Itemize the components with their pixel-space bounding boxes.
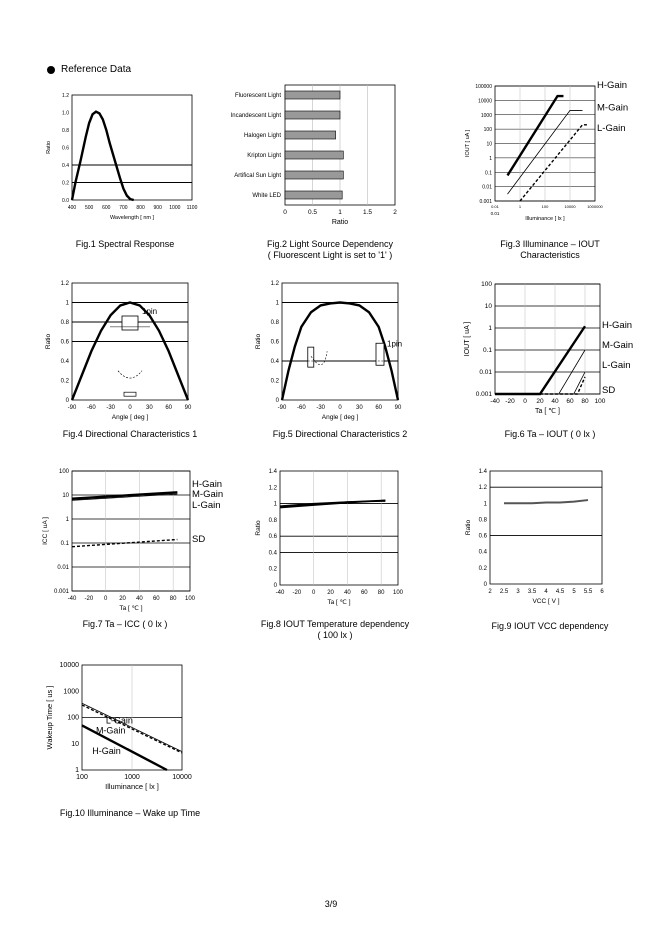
category-label: Halogen Light xyxy=(243,133,281,139)
x-axis-title: Ta [ ℃ ] xyxy=(535,408,560,415)
chart-iout-vcc xyxy=(460,465,625,610)
x-tick-label: -30 xyxy=(106,405,116,411)
y-tick-label: 0.8 xyxy=(268,517,277,524)
bar-fluorescent-light xyxy=(285,91,340,99)
y-tick-label: 0.2 xyxy=(478,565,487,572)
y-tick-label: 0.4 xyxy=(62,163,69,169)
legend-h-gain: H-Gain xyxy=(192,479,223,490)
y-tick-label: 1.2 xyxy=(478,485,487,492)
y-tick-label: 0.6 xyxy=(270,339,279,346)
x-axis-title: Ratio xyxy=(331,219,349,226)
y-axis-title: ICC [ uA ] xyxy=(42,517,49,545)
x-tick-label: 6 xyxy=(600,589,604,595)
y-tick-label: 0.001 xyxy=(479,199,492,205)
y-axis-title: Ratio xyxy=(255,333,262,350)
caption-fig7: Fig.7 Ta – ICC ( 0 lx ) xyxy=(82,619,168,629)
x-tick-label: 0.01 xyxy=(491,204,499,209)
y-axis-title: Ratio xyxy=(45,333,52,350)
y-axis-title: Wakeup Time [ us ] xyxy=(45,685,54,750)
x-tick-label: -20 xyxy=(292,590,302,596)
legend-m-gain: M-Gain xyxy=(597,102,629,114)
y-tick-label: 0 xyxy=(273,583,277,589)
y-tick-label: 1.0 xyxy=(62,110,69,117)
x-tick-label: 60 xyxy=(566,398,574,405)
x-tick-label: 0 xyxy=(104,596,108,602)
y-tick-label: 10 xyxy=(484,303,492,310)
y-tick-label: 0.4 xyxy=(478,549,487,556)
series-line-l-gain xyxy=(520,125,588,201)
y-axis-title: IOUT [ uA ] xyxy=(465,129,471,158)
x-tick-label: -20 xyxy=(505,398,515,405)
y-tick-label: 0.4 xyxy=(268,550,277,557)
caption-fig2-line2: ( Fluorescent Light is set to '1' ) xyxy=(267,250,393,260)
category-label: Artifical Sun Light xyxy=(234,173,281,179)
legend-h-gain: H-Gain xyxy=(92,746,121,757)
legend-l-gain: L-Gain xyxy=(597,122,626,134)
category-label: Incandescent Light xyxy=(230,113,281,119)
pin1-annotation: 1pin xyxy=(387,339,403,349)
x-tick-label: 2 xyxy=(393,209,397,216)
y-tick-label: 1.2 xyxy=(60,281,69,287)
x-tick-label-extra: 0.01 xyxy=(490,211,500,216)
x-tick-label: 60 xyxy=(152,596,160,602)
plot-frame xyxy=(280,471,398,585)
x-tick-label: -40 xyxy=(490,398,500,405)
x-tick-label: 1.5 xyxy=(362,209,373,216)
legend-m-gain: M-Gain xyxy=(602,340,634,351)
legend-l-gain: L-Gain xyxy=(105,715,133,726)
y-tick-label: 0.01 xyxy=(57,565,69,571)
caption-fig5: Fig.5 Directional Characteristics 2 xyxy=(272,429,408,439)
sensor-outline xyxy=(376,343,384,365)
y-tick-label: 0.8 xyxy=(478,517,487,524)
legend-h-gain: H-Gain xyxy=(597,80,628,91)
x-tick-label: 20 xyxy=(536,398,544,405)
x-tick-label: 5 xyxy=(572,589,576,595)
chart-ta-iout xyxy=(460,278,640,423)
y-tick-label: 0 xyxy=(65,398,69,404)
x-tick-label: 100 xyxy=(184,596,196,602)
x-axis-title: Ta [ ℃ ] xyxy=(327,599,351,606)
x-tick-label: -90 xyxy=(277,405,287,411)
legend-h-gain: H-Gain xyxy=(602,320,633,331)
y-tick-label: 0.6 xyxy=(478,533,487,540)
y-tick-label: 0.6 xyxy=(268,534,277,541)
x-tick-label: 30 xyxy=(145,405,153,411)
y-tick-label: 100 xyxy=(481,281,492,288)
x-tick-label: 60 xyxy=(165,405,173,411)
caption-fig8 xyxy=(235,619,435,641)
y-tick-label: 0.8 xyxy=(62,128,69,134)
x-tick-label: -60 xyxy=(86,405,96,411)
legend-l-gain: L-Gain xyxy=(602,360,631,371)
y-tick-label: 0.2 xyxy=(60,378,69,385)
section-title: Reference Data xyxy=(61,64,132,75)
x-axis-title: Illuminance [ lx ] xyxy=(105,782,159,791)
series-line-m-gain xyxy=(72,493,177,499)
y-tick-label: 0.6 xyxy=(60,339,69,346)
y-tick-label: 0.1 xyxy=(485,170,492,177)
y-tick-label: 1.2 xyxy=(62,93,69,99)
x-tick-label: 100 xyxy=(76,774,88,781)
x-tick-label: 30 xyxy=(355,405,363,411)
x-tick-label: 60 xyxy=(360,590,368,596)
bar-incandescent-light xyxy=(285,111,340,119)
bar-white-led xyxy=(285,191,342,199)
series-line-iout xyxy=(504,500,588,503)
y-tick-label: 0 xyxy=(483,582,487,588)
x-axis-title: Angle [ deg ] xyxy=(111,414,149,421)
y-axis-title: IOUT [ uA ] xyxy=(464,321,471,357)
x-axis-title: VCC [ V ] xyxy=(532,598,560,605)
x-tick-label: 0 xyxy=(283,209,287,216)
y-tick-label: 1.2 xyxy=(268,485,277,492)
chart-spectral-response xyxy=(40,85,205,225)
y-tick-label: 1 xyxy=(273,501,277,508)
chart-iout-temperature xyxy=(250,465,415,610)
bar-halogen-light xyxy=(285,131,336,139)
plot-frame xyxy=(490,471,602,584)
legend-l-gain: L-Gain xyxy=(192,500,221,511)
y-tick-label: 1 xyxy=(75,767,79,774)
x-tick-label: 100 xyxy=(541,204,549,209)
sensor-outline xyxy=(308,347,314,367)
x-tick-label: 0 xyxy=(312,590,316,596)
x-tick-label: 100 xyxy=(392,590,404,596)
caption-fig9: Fig.9 IOUT VCC dependency xyxy=(491,621,609,631)
plot-frame xyxy=(282,283,398,400)
y-tick-label: 0.001 xyxy=(475,391,492,398)
caption-fig8-line2: ( 100 lx ) xyxy=(317,630,353,640)
caption-fig8-line1: Fig.8 IOUT Temperature dependency xyxy=(260,619,410,629)
y-tick-label: 0.2 xyxy=(62,180,69,187)
x-tick-label: -40 xyxy=(275,590,285,596)
pin1-annotation: 1pin xyxy=(142,307,158,317)
chart-light-source-dependency xyxy=(220,80,415,225)
x-tick-label: 0 xyxy=(523,398,527,405)
caption-fig6: Fig.6 Ta – IOUT ( 0 lx ) xyxy=(504,429,596,439)
x-tick-label: 900 xyxy=(153,205,162,211)
x-tick-label: 3.5 xyxy=(527,589,537,595)
caption-fig2 xyxy=(235,239,425,261)
y-tick-label: 1000 xyxy=(63,688,79,696)
x-tick-label: 80 xyxy=(581,398,589,405)
y-tick-label: 1 xyxy=(489,155,492,162)
section-header xyxy=(47,64,131,75)
x-tick-label: 40 xyxy=(136,596,143,602)
series-line-h-gain xyxy=(72,492,177,498)
caption-fig10: Fig.10 Illuminance – Wake up Time xyxy=(59,808,201,818)
category-label: Fluorescent Light xyxy=(234,93,281,99)
y-tick-label: 1 xyxy=(488,325,492,332)
y-tick-label: 0.01 xyxy=(479,369,492,376)
y-axis-title: Ratio xyxy=(465,519,472,536)
y-tick-label: 0.8 xyxy=(60,320,69,326)
x-tick-label: 1100 xyxy=(186,205,198,211)
chart-ta-icc xyxy=(40,465,225,610)
y-tick-label: 0.4 xyxy=(60,359,69,365)
x-tick-label: 500 xyxy=(84,205,94,211)
series-line-sd xyxy=(495,377,585,394)
sensor-outline xyxy=(124,392,136,396)
x-tick-label: 90 xyxy=(184,405,192,411)
x-tick-label: 0 xyxy=(338,405,342,411)
x-tick-label: 5.5 xyxy=(583,589,593,595)
category-label: White LED xyxy=(252,193,281,199)
x-tick-label: 100 xyxy=(594,398,606,405)
y-tick-label: 0.2 xyxy=(270,378,279,385)
y-tick-label: 1 xyxy=(65,300,69,307)
x-tick-label: 40 xyxy=(551,398,559,405)
x-tick-label: -60 xyxy=(296,405,306,411)
y-tick-label: 0.001 xyxy=(53,589,69,595)
x-tick-label: 2 xyxy=(488,589,492,595)
bullet-icon xyxy=(47,66,55,74)
x-tick-label: 700 xyxy=(119,205,128,211)
x-tick-label: 0.5 xyxy=(307,209,318,216)
y-tick-label: 1 xyxy=(275,300,279,307)
x-tick-label: 1000 xyxy=(124,774,140,781)
series-line-spectral-response xyxy=(72,112,134,200)
x-tick-label: 90 xyxy=(394,405,402,411)
caption-fig1: Fig.1 Spectral Response xyxy=(75,239,175,249)
x-axis-title: Ta [ ℃ ] xyxy=(119,605,143,612)
caption-fig2-line1: Fig.2 Light Source Dependency xyxy=(266,239,394,249)
y-tick-label: 0.1 xyxy=(482,347,492,354)
y-tick-label: 10 xyxy=(62,493,69,499)
y-tick-label: 0.8 xyxy=(270,320,279,326)
series-line-h-gain xyxy=(508,96,564,175)
y-axis-title: Ratio xyxy=(255,520,262,536)
y-tick-label: 1.4 xyxy=(478,469,487,475)
legend-sd: SD xyxy=(192,534,206,545)
chart-wakeup-time xyxy=(40,657,200,802)
series-line-l-gain xyxy=(495,372,585,394)
caption-fig3 xyxy=(470,239,630,261)
x-tick-label: 10000 xyxy=(172,774,192,781)
x-tick-label: 20 xyxy=(327,590,334,596)
chart-directional-2 xyxy=(250,275,415,425)
y-tick-label: 1 xyxy=(65,517,69,523)
caption-fig3-line1: Fig.3 Illuminance – IOUT xyxy=(500,239,600,249)
legend-sd: SD xyxy=(602,385,616,396)
legend-m-gain: M-Gain xyxy=(192,489,224,500)
x-tick-label: -90 xyxy=(67,405,77,411)
y-tick-label: 1000 xyxy=(480,112,492,119)
bar-kripton-light xyxy=(285,151,343,159)
y-tick-label: 10000 xyxy=(478,98,492,105)
y-axis-title: Ratio xyxy=(46,141,52,154)
y-tick-label: 10000 xyxy=(59,662,79,669)
chart-illuminance-iout xyxy=(460,78,640,233)
x-tick-label: 2.5 xyxy=(499,589,509,595)
y-tick-label: 0 xyxy=(275,398,279,404)
y-tick-label: 100 xyxy=(67,714,79,722)
x-tick-label: 4 xyxy=(544,589,548,595)
y-tick-label: 0.01 xyxy=(482,184,492,191)
y-tick-label: 1.2 xyxy=(270,281,279,287)
y-tick-label: 0.2 xyxy=(268,566,277,573)
x-tick-label: 10000 xyxy=(564,204,576,209)
y-tick-label: 0.1 xyxy=(60,541,69,547)
x-tick-label: 800 xyxy=(136,205,145,211)
x-tick-label: 80 xyxy=(377,590,385,596)
x-tick-label: -20 xyxy=(84,596,94,602)
sensor-outline xyxy=(122,316,138,330)
x-axis-title: Angle [ deg ] xyxy=(321,414,359,421)
x-tick-label: 0 xyxy=(128,405,132,411)
y-tick-label: 0.6 xyxy=(62,145,69,152)
x-tick-label: 400 xyxy=(67,205,77,211)
plot-frame xyxy=(72,471,190,591)
legend-m-gain: M-Gain xyxy=(95,725,126,736)
y-tick-label: 100 xyxy=(58,469,69,475)
y-tick-label: 10 xyxy=(486,141,492,148)
caption-fig4: Fig.4 Directional Characteristics 1 xyxy=(62,429,198,439)
x-tick-label: 600 xyxy=(102,205,111,211)
x-axis-title: Wavelength [ nm ] xyxy=(109,215,155,221)
y-tick-label: 0.0 xyxy=(62,198,69,204)
x-tick-label: 1000000 xyxy=(587,204,603,209)
x-tick-label: 80 xyxy=(169,596,177,602)
bar-artifical-sun-light xyxy=(285,171,343,179)
series-line-h-gain xyxy=(495,326,585,394)
page-number: 3/9 xyxy=(324,899,338,909)
x-tick-label: 3 xyxy=(516,589,520,595)
y-tick-label: 10 xyxy=(71,740,79,748)
x-tick-label: 40 xyxy=(344,590,351,596)
y-tick-label: 1.4 xyxy=(268,469,277,475)
x-tick-label: 20 xyxy=(119,596,126,602)
x-tick-label: 4.5 xyxy=(555,589,565,595)
y-tick-label: 100000 xyxy=(475,84,492,90)
y-tick-label: 0.4 xyxy=(270,359,279,365)
rotation-arc xyxy=(118,371,142,378)
y-tick-label: 100 xyxy=(483,127,492,134)
x-axis-title: Illuminance [ lx ] xyxy=(525,216,565,222)
category-label: Kripton Light xyxy=(247,153,281,159)
x-tick-label: -30 xyxy=(316,405,326,411)
chart-directional-1 xyxy=(40,275,205,425)
y-tick-label: 1 xyxy=(483,501,487,508)
x-tick-label: 1 xyxy=(518,204,522,209)
x-tick-label: 1000 xyxy=(169,205,181,211)
x-tick-label: -40 xyxy=(67,596,77,602)
x-tick-label: 1 xyxy=(338,209,342,216)
x-tick-label: 60 xyxy=(375,405,383,411)
plot-frame xyxy=(72,95,192,200)
caption-fig3-line2: Characteristics xyxy=(520,250,580,260)
